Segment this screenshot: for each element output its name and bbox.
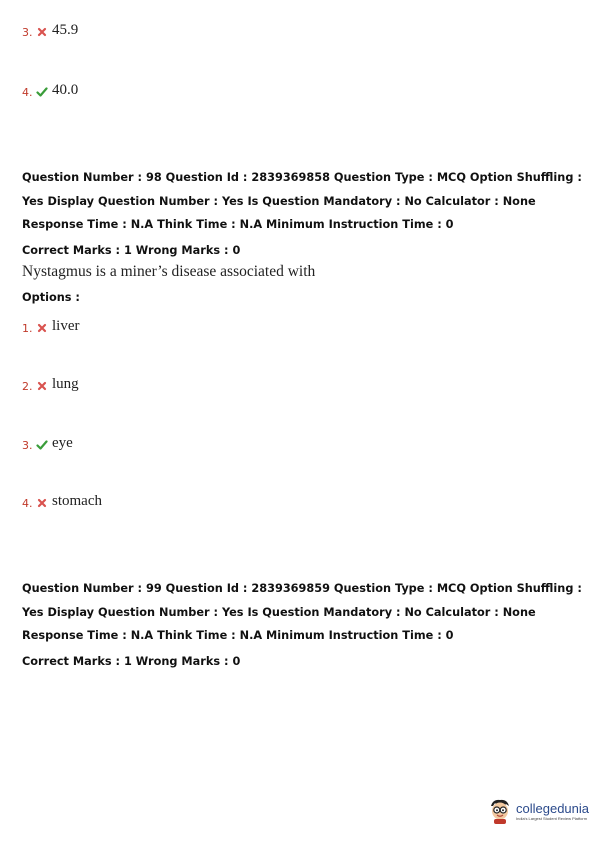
option-number: 4.	[22, 497, 33, 510]
option-number: 3.	[22, 26, 33, 39]
option-number: 3.	[22, 439, 33, 452]
option-number: 4.	[22, 86, 33, 99]
question-99-marks: Correct Marks : 1 Wrong Marks : 0	[22, 655, 241, 668]
option-number: 1.	[22, 322, 33, 335]
option-text: 45.9	[52, 22, 79, 38]
option-text: liver	[52, 318, 80, 334]
option-3	[22, 22, 78, 39]
collegedunia-logo	[487, 797, 589, 825]
check-icon	[36, 439, 48, 451]
question-99-meta: Question Number : 99 Question Id : 2839369859 Question Type : MCQ Option Shuffling : Yes Display Question Number : Yes Is Question Mandatory : No Calculator : None Response Time : N.A Think Time : N.A Minimum Instruction Time : 0	[22, 582, 582, 642]
logo-tagline: India's Largest Student Review Platform	[516, 816, 588, 821]
option-text: lung	[52, 376, 79, 392]
cross-icon	[36, 26, 48, 38]
q98-option-4	[22, 493, 102, 510]
cross-icon	[36, 497, 48, 509]
q98-option-2	[22, 376, 79, 393]
q98-option-1	[22, 318, 80, 335]
logo-name: collegedunia	[516, 801, 590, 816]
option-text: eye	[52, 435, 73, 451]
mascot-icon	[487, 797, 513, 825]
question-98-marks: Correct Marks : 1 Wrong Marks : 0	[22, 244, 241, 257]
options-label: Options :	[22, 291, 80, 304]
option-number: 2.	[22, 380, 33, 393]
cross-icon	[36, 380, 48, 392]
option-text: 40.0	[52, 82, 79, 98]
option-text: stomach	[52, 493, 102, 509]
check-icon	[36, 86, 48, 98]
option-4	[22, 82, 78, 99]
question-98-meta: Question Number : 98 Question Id : 2839369858 Question Type : MCQ Option Shuffling : Yes Display Question Number : Yes Is Question Mandatory : No Calculator : None Response Time : N.A Think Time : N.A Minimum Instruction Time : 0	[22, 171, 582, 231]
question-98-text: Nystagmus is a miner’s disease associated with	[22, 263, 316, 280]
cross-icon	[36, 322, 48, 334]
q98-option-3	[22, 435, 73, 452]
